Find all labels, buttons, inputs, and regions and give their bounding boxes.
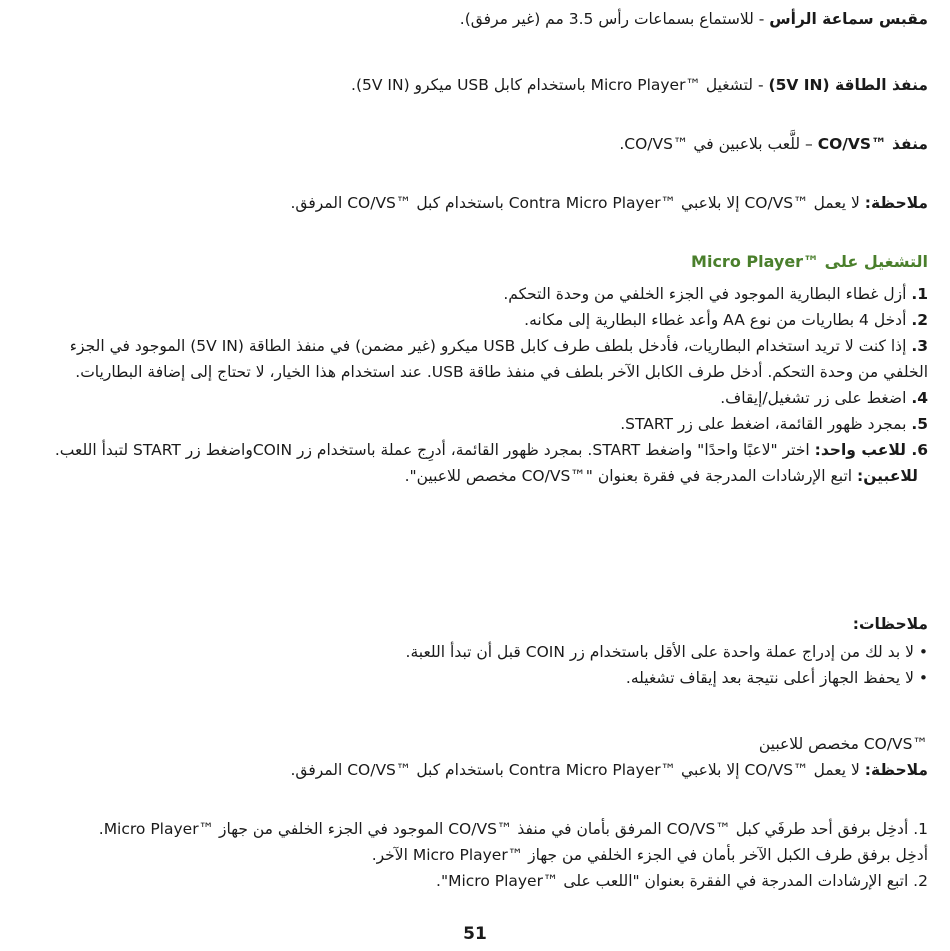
step-5 (40, 411, 928, 437)
list-item: • لا بد لك من إدراج عملة واحدة على الأقل باستخدام زر COIN قبل أن تبدأ اللعبة. (405, 643, 928, 661)
power-port-line (40, 72, 928, 98)
step-number: 6. (911, 441, 928, 459)
step-title: للاعب واحد: (814, 441, 912, 459)
step-3 (40, 333, 928, 385)
covs-note-text: لا يعمل ™CO/VS إلا بلاعبي ™Contra Micro Player باستخدام كبل ™CO/VS المرفق. (290, 761, 865, 779)
step-1 (40, 281, 928, 307)
step-number: 5. (911, 415, 928, 433)
page-number: 51 (463, 924, 487, 944)
step-text: اختر "لاعبًا واحدًا" واضغط START. بمجرد ظهور القائمة، أدرِج عملة باستخدام زر COINواضغط زر START لتبدأ اللعب. (54, 441, 815, 459)
step-number: 2. (911, 311, 928, 329)
two-player-text: اتبع الإرشادات المدرجة في فقرة بعنوان "™CO/VS مخصص للاعبين". (404, 467, 858, 485)
covs-step-1b: أدخِل برفق طرف الكبل الآخر بأمان في الجزء الخلفي من جهاز ™Micro Player الآخر. (371, 846, 928, 864)
covs-section-steps (40, 816, 928, 894)
operation-heading: التشغيل على ™Micro Player (691, 252, 928, 271)
covs-section-note (40, 757, 928, 783)
note-text: لا يعمل ™CO/VS إلا بلاعبي ™Contra Micro Player باستخدام كبل ™CO/VS المرفق. (290, 194, 865, 212)
covs-port-title: منفذ ™CO/VS (817, 135, 928, 153)
step-text: إذا كنت لا تريد استخدام البطاريات، فأدخل بلطف طرف كابل USB ميكرو (غير مضمن) في منفذ الطاقة (5V IN) الموجود في الجزء الخلفي من وحدة التحكم. أدخل طرف الكابل الآخر بلطف في منفذ طاقة USB. عند استخدام هذا الخيار، لا تحتاج إلى إضافة البطاريات. (69, 337, 928, 381)
note-line (40, 190, 928, 216)
manual-page (40, 0, 928, 951)
operation-steps (40, 281, 928, 489)
list-item: • لا يحفظ الجهاز أعلى نتيجة بعد إيقاف تشغيله. (625, 669, 928, 687)
notes-heading: ملاحظات: (852, 615, 928, 633)
headphone-jack-line (40, 6, 928, 32)
power-port-title: منفذ الطاقة (5V IN) (768, 76, 928, 94)
notes-list (40, 639, 928, 691)
step-text: اضغط على زر تشغيل/إيقاف. (720, 389, 912, 407)
covs-step-2: 2. اتبع الإرشادات المدرجة في الفقرة بعنوان "اللعب على ™Micro Player". (436, 872, 928, 890)
covs-section-heading: ™CO/VS مخصص للاعبين (758, 735, 928, 753)
covs-port-line (40, 131, 928, 157)
step-text: بمجرد ظهور القائمة، اضغط على زر START. (620, 415, 912, 433)
covs-step-1: 1. أدخِل برفق أحد طرفَي كبل ™CO/VS المرفق بأمان في منفذ ™CO/VS الموجود في الجزء الخلفي من جهاز ™Micro Player. (98, 820, 928, 838)
two-player-line (40, 463, 928, 489)
step-6 (40, 437, 928, 463)
step-number: 4. (911, 389, 928, 407)
two-player-title: للاعبين: (857, 467, 918, 485)
headphone-jack-text: - للاستماع بسماعات رأس 3.5 مم (غير مرفق). (459, 10, 770, 28)
power-port-text: - لتشغيل ™Micro Player باستخدام كابل USB ميكرو (5V IN). (351, 76, 769, 94)
note-title: ملاحظة: (864, 194, 928, 212)
covs-port-text: – للَّعب بلاعبين في ™CO/VS. (619, 135, 818, 153)
step-text: أزل غطاء البطارية الموجود في الجزء الخلفي من وحدة التحكم. (503, 285, 912, 303)
step-text: أدخل 4 بطاريات من نوع AA وأعد غطاء البطارية إلى مكانه. (524, 311, 912, 329)
step-2 (40, 307, 928, 333)
covs-note-title: ملاحظة: (864, 761, 928, 779)
step-number: 3. (911, 337, 928, 355)
step-number: 1. (911, 285, 928, 303)
step-4 (40, 385, 928, 411)
headphone-jack-title: مقبس سماعة الرأس (769, 10, 928, 28)
